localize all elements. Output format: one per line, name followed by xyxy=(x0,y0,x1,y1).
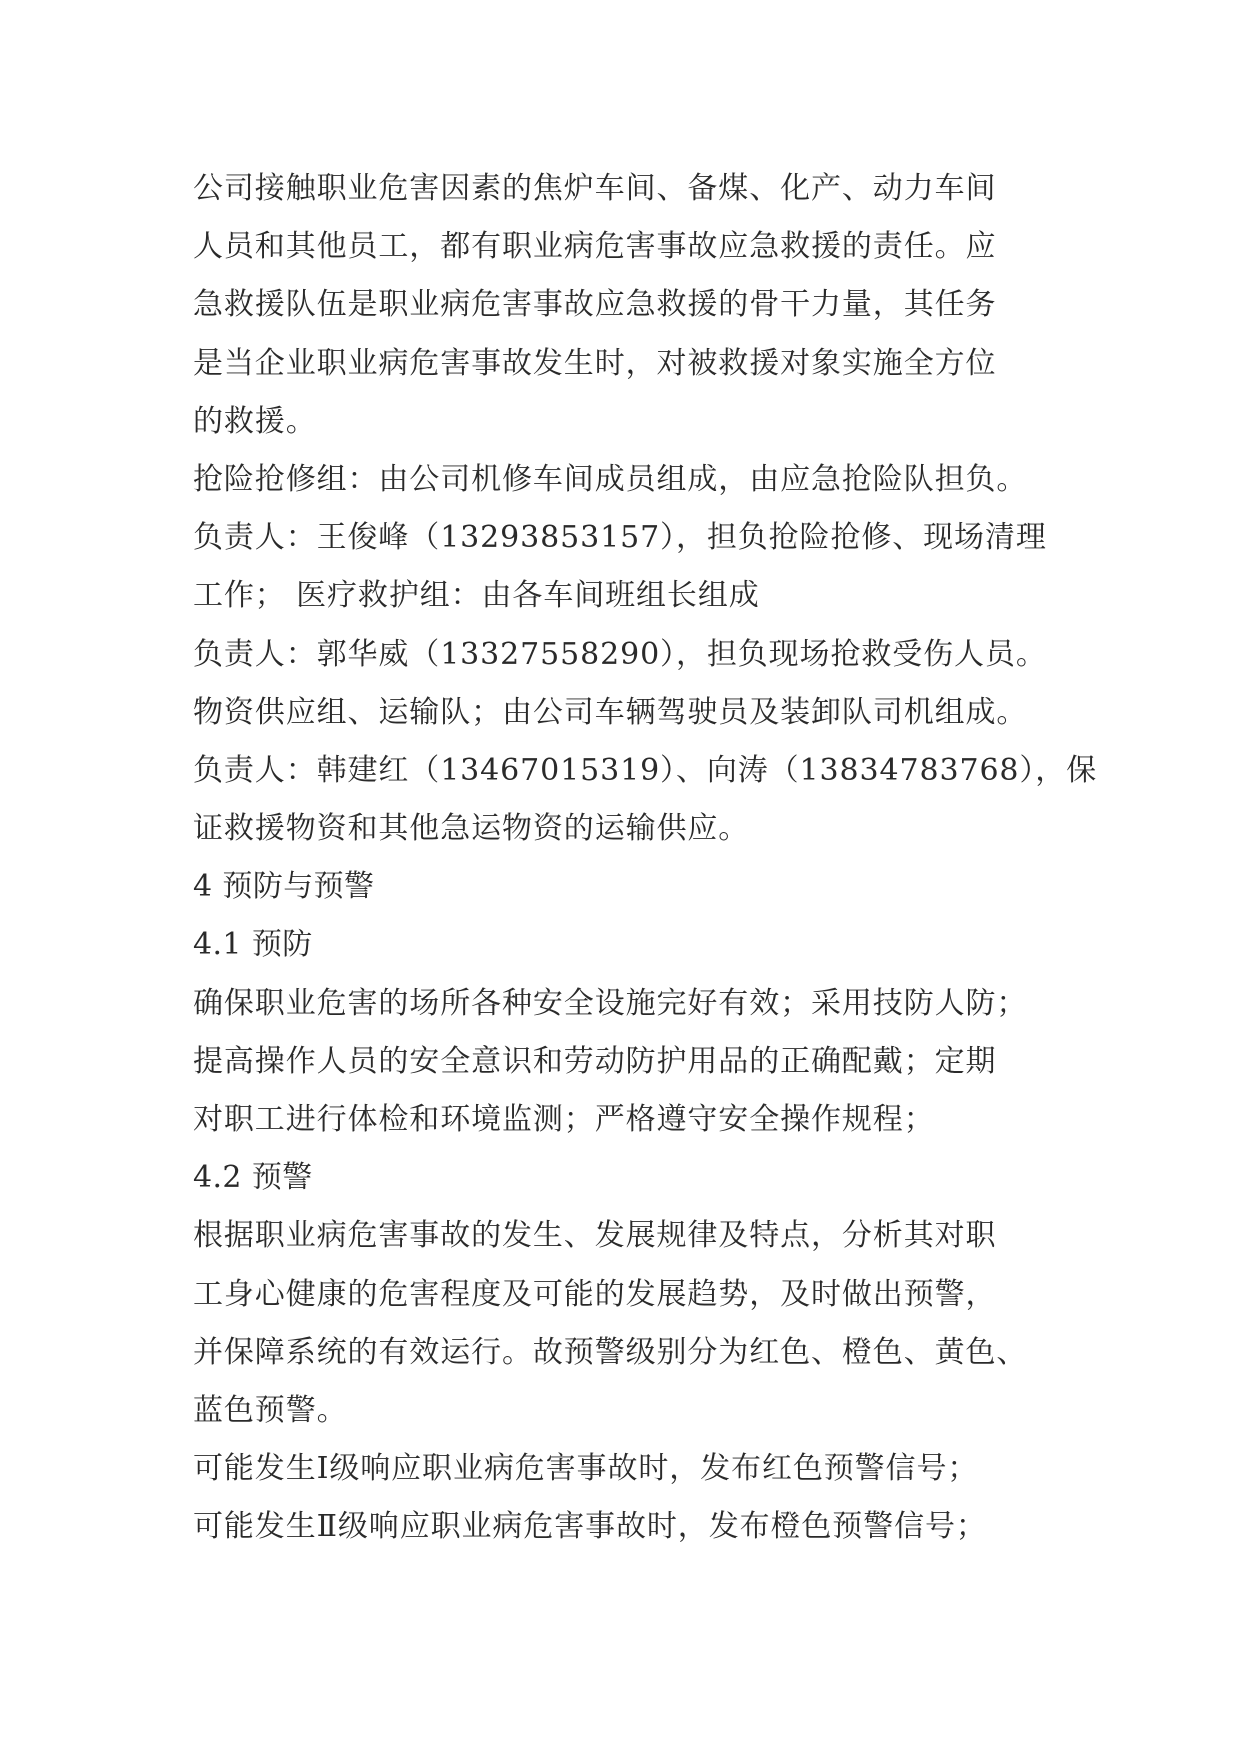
body-text-line: 急救援队伍是职业病危害事故应急救援的骨干力量，其任务 xyxy=(193,287,997,323)
body-text-line: 根据职业病危害事故的发生、发展规律及特点，分析其对职 xyxy=(193,1218,997,1254)
subsection-heading: 4.2 预警 xyxy=(193,1160,313,1196)
body-text-line: 可能发生Ⅰ级响应职业病危害事故时，发布红色预警信号； xyxy=(193,1451,979,1487)
subsection-heading: 4.1 预防 xyxy=(193,927,313,963)
body-text-line: 是当企业职业病危害事故发生时，对被救援对象实施全方位 xyxy=(193,345,997,381)
body-text-line: 的救援。 xyxy=(193,403,317,439)
body-text-line: 负责人：郭华威（13327558290），担负现场抢救受伤人员。 xyxy=(193,636,1047,672)
body-text-line: 证救援物资和其他急运物资的运输供应。 xyxy=(193,811,750,847)
section-heading: 4 预防与预警 xyxy=(193,869,375,905)
body-text-line: 负责人：韩建红（13467015319）、向涛（13834783768），保 xyxy=(193,752,1098,788)
body-text-line: 并保障系统的有效运行。故预警级别分为红色、橙色、黄色、 xyxy=(193,1334,1028,1370)
body-text-line: 可能发生Ⅱ级响应职业病危害事故时，发布橙色预警信号； xyxy=(193,1509,987,1545)
body-text-line: 蓝色预警。 xyxy=(193,1392,348,1428)
body-text-line: 工身心健康的危害程度及可能的发展趋势，及时做出预警， xyxy=(193,1276,997,1312)
body-text-line: 提高操作人员的安全意识和劳动防护用品的正确配戴；定期 xyxy=(193,1043,997,1079)
body-text-line: 工作； 医疗救护组：由各车间班组长组成 xyxy=(193,578,760,614)
body-text-line: 物资供应组、运输队；由公司车辆驾驶员及装卸队司机组成。 xyxy=(193,694,1028,730)
body-text-line: 人员和其他员工，都有职业病危害事故应急救援的责任。应 xyxy=(193,229,997,265)
body-text-line: 抢险抢修组：由公司机修车间成员组成，由应急抢险队担负。 xyxy=(193,461,1028,497)
document-body xyxy=(193,160,1098,1557)
body-text-line: 负责人：王俊峰（13293853157），担负抢险抢修、现场清理 xyxy=(193,520,1047,556)
body-text-line: 公司接触职业危害因素的焦炉车间、备煤、化产、动力车间 xyxy=(193,171,997,206)
body-text-line: 确保职业危害的场所各种安全设施完好有效；采用技防人防； xyxy=(193,985,1028,1021)
body-text-line: 对职工进行体检和环境监测；严格遵守安全操作规程； xyxy=(193,1102,935,1137)
